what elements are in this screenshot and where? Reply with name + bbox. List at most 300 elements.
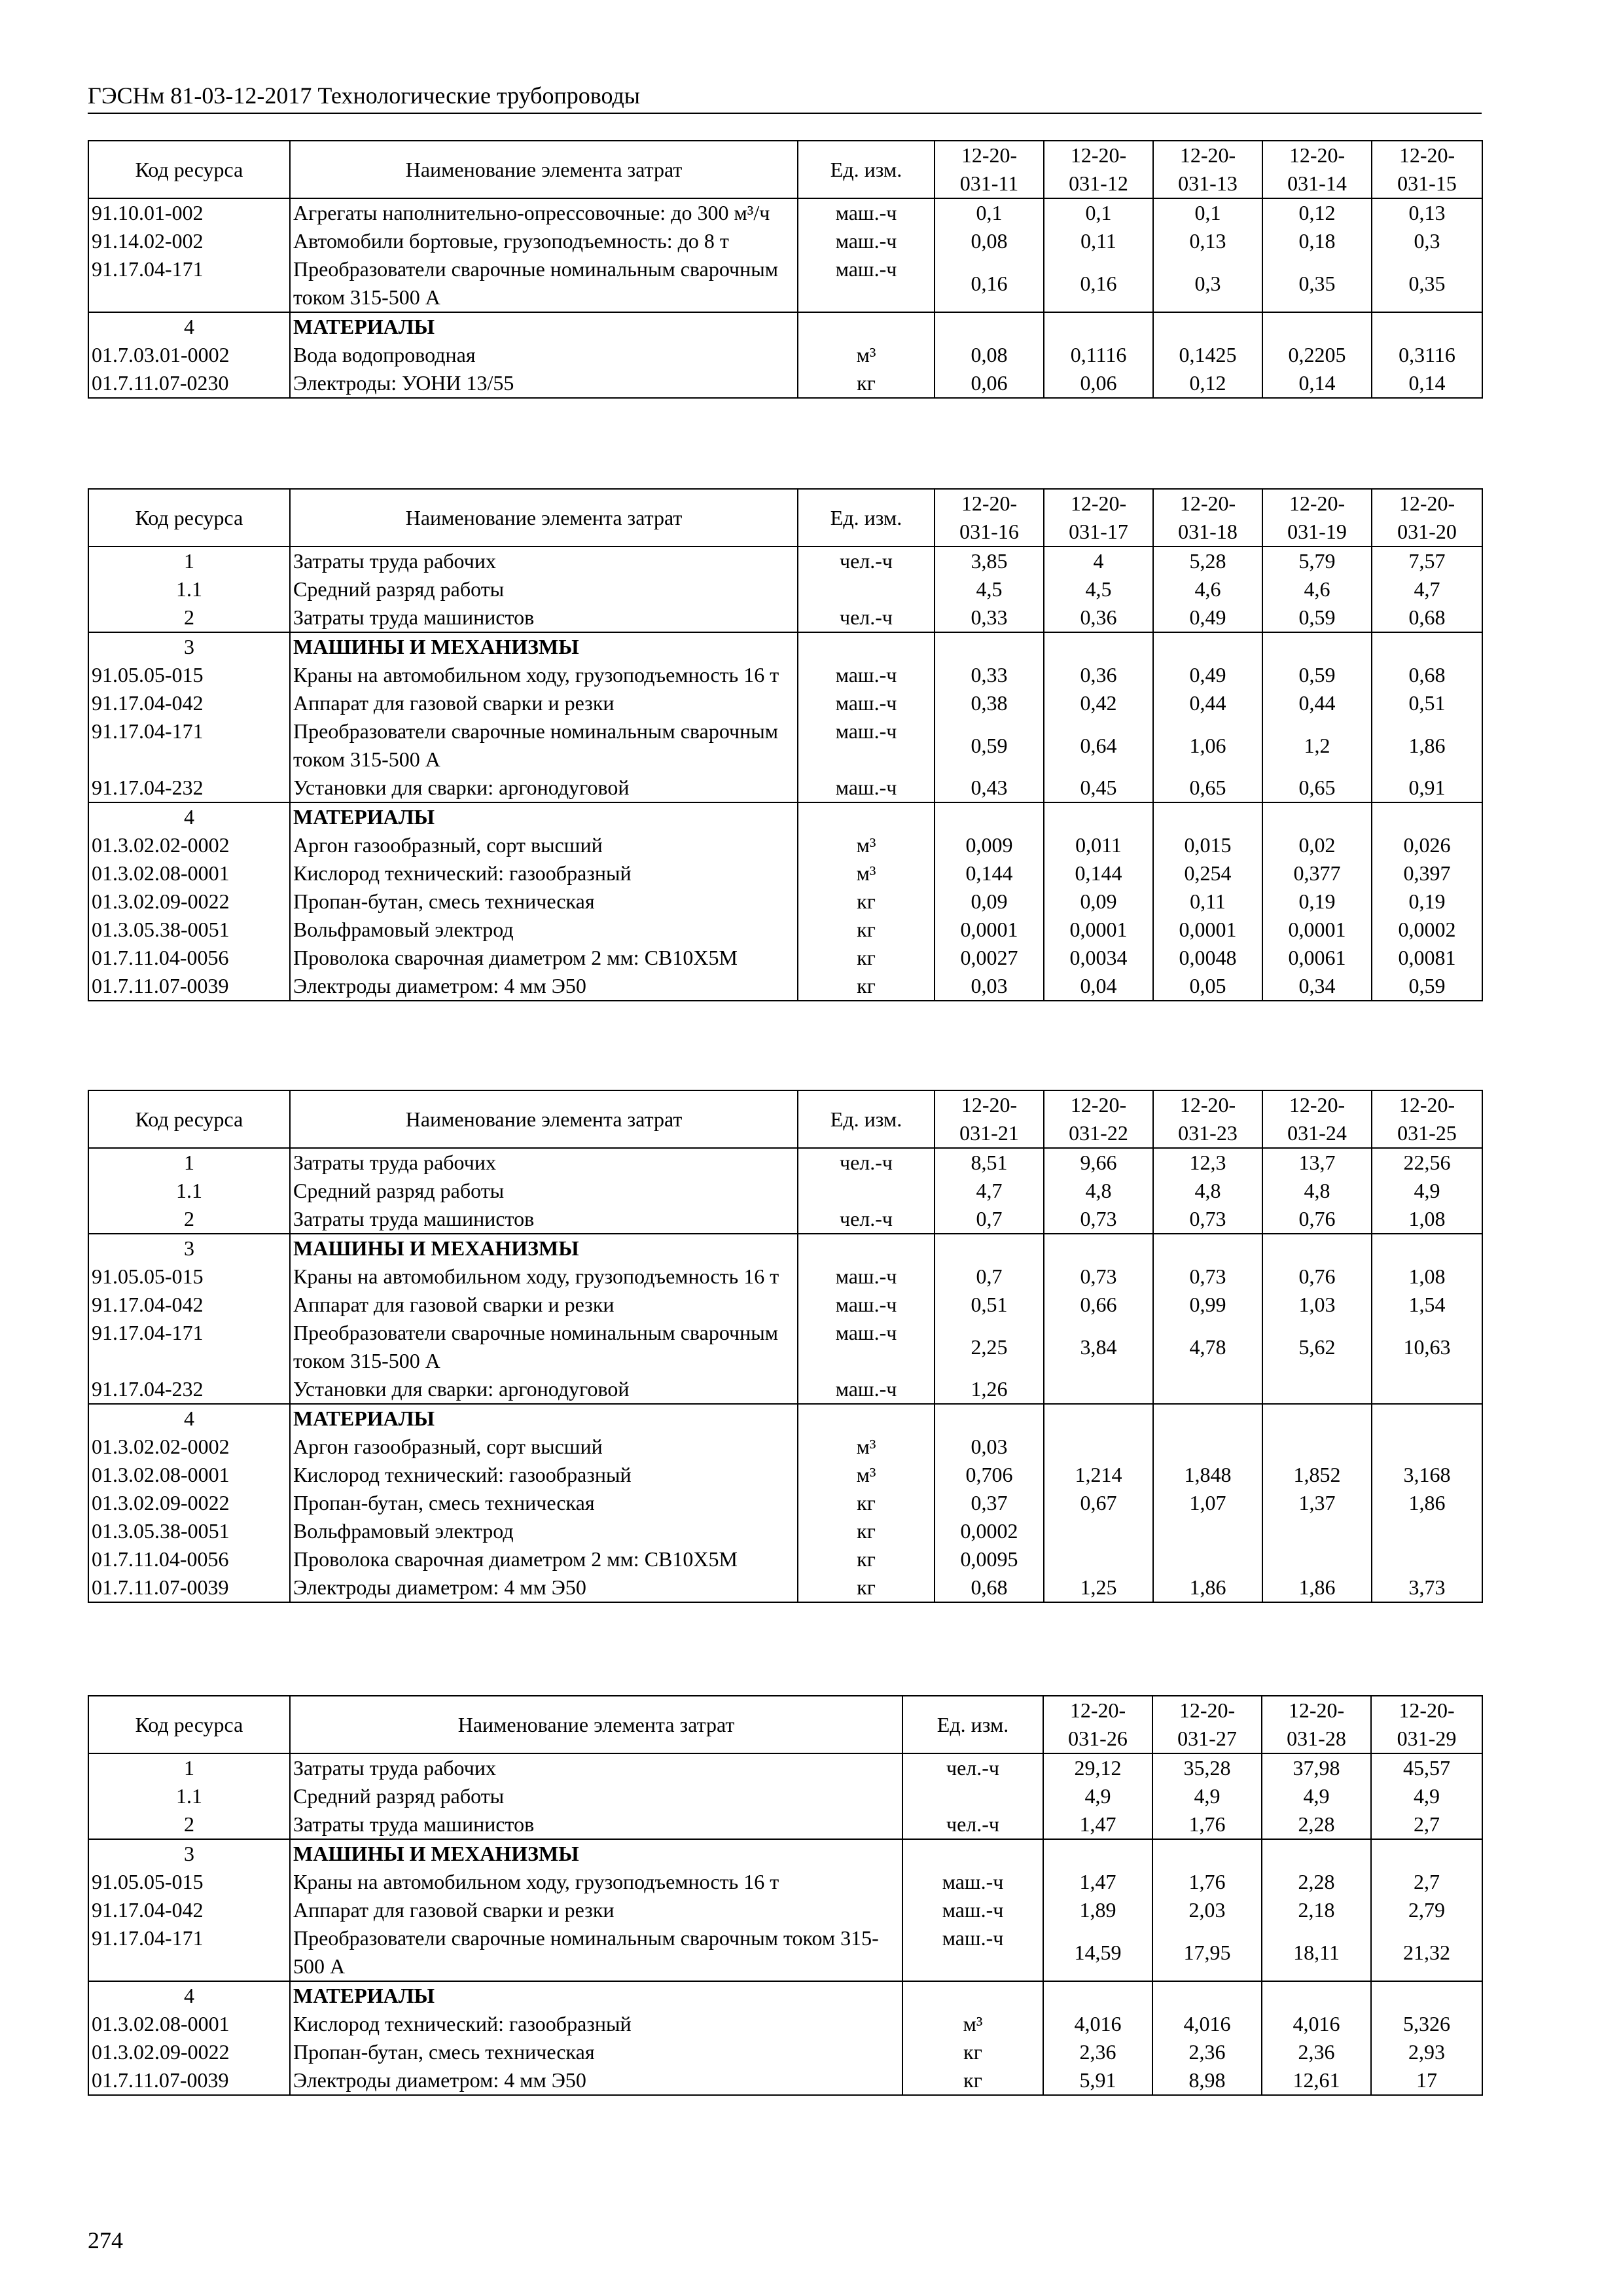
- unit: маш.-ч: [902, 1924, 1043, 1981]
- value-cell: [1371, 1839, 1482, 1868]
- value-cell: 0,05: [1153, 972, 1262, 1001]
- value-cell: 0,59: [1372, 972, 1482, 1001]
- unit: чел.-ч: [798, 547, 935, 575]
- value-cell: 0,38: [935, 689, 1044, 717]
- value-cell: 0,0001: [1044, 916, 1153, 944]
- value-cell: 4,7: [935, 1177, 1044, 1205]
- unit: маш.-ч: [798, 255, 935, 312]
- unit: кг: [798, 972, 935, 1001]
- value-cell: 17,95: [1152, 1924, 1262, 1981]
- value-cell: [1153, 1404, 1262, 1433]
- value-cell: 0,03: [935, 1433, 1044, 1461]
- value-cell: [1262, 1234, 1372, 1263]
- section-row: [88, 802, 1482, 831]
- resource-name: Затраты труда рабочих: [290, 1148, 798, 1177]
- resource-code: 1: [88, 547, 290, 575]
- value-cell: 0,706: [935, 1461, 1044, 1489]
- resource-name: МАТЕРИАЛЫ: [290, 1981, 902, 2010]
- value-cell: 0,02: [1262, 831, 1372, 859]
- value-cell: [1371, 1981, 1482, 2010]
- table-row: [88, 1545, 1482, 1573]
- value-cell: 0,99: [1153, 1291, 1262, 1319]
- unit: [798, 632, 935, 661]
- unit: м³: [798, 859, 935, 888]
- value-cell: 0,377: [1262, 859, 1372, 888]
- value-cell: 2,7: [1371, 1810, 1482, 1839]
- table-row: [88, 661, 1482, 689]
- value-cell: 0,59: [1262, 661, 1372, 689]
- value-cell: 12,61: [1262, 2066, 1371, 2095]
- value-cell: [1262, 1545, 1372, 1573]
- table-row: [88, 2066, 1482, 2095]
- value-cell: 2,36: [1043, 2038, 1152, 2066]
- resource-code: 2: [88, 1205, 290, 1234]
- value-cell: 4,9: [1262, 1782, 1371, 1810]
- value-cell: 0,08: [935, 341, 1044, 369]
- unit: маш.-ч: [798, 1375, 935, 1404]
- section-row: [88, 312, 1482, 341]
- table-row: [88, 1319, 1482, 1375]
- value-cell: 13,7: [1262, 1148, 1372, 1177]
- value-cell: 0,73: [1153, 1205, 1262, 1234]
- resource-name: Электроды диаметром: 4 мм Э50: [290, 1573, 798, 1602]
- value-cell: 1,76: [1152, 1810, 1262, 1839]
- header-rate-code: 12-20- 031-11: [935, 141, 1044, 198]
- value-cell: 0,015: [1153, 831, 1262, 859]
- header-rate-code: 12-20- 031-27: [1152, 1696, 1262, 1753]
- value-cell: 0,35: [1262, 255, 1372, 312]
- value-cell: [1262, 1375, 1372, 1404]
- header-unit: Ед. изм.: [798, 1090, 935, 1148]
- value-cell: 8,51: [935, 1148, 1044, 1177]
- resource-code: 1.1: [88, 1177, 290, 1205]
- value-cell: 0,51: [1372, 689, 1482, 717]
- value-cell: 0,45: [1044, 774, 1153, 802]
- value-cell: 29,12: [1043, 1753, 1152, 1782]
- value-cell: 1,86: [1372, 1489, 1482, 1517]
- value-cell: 0,76: [1262, 1205, 1372, 1234]
- table-row: [88, 1433, 1482, 1461]
- resource-name: Затраты труда машинистов: [290, 1205, 798, 1234]
- resource-name: Затраты труда рабочих: [290, 547, 798, 575]
- value-cell: 1,07: [1153, 1489, 1262, 1517]
- resource-code: 3: [88, 1234, 290, 1263]
- value-cell: 0,68: [935, 1573, 1044, 1602]
- section-row: [88, 1234, 1482, 1263]
- resource-name: Затраты труда машинистов: [290, 1810, 902, 1839]
- value-cell: [1153, 802, 1262, 831]
- value-cell: 0,11: [1153, 888, 1262, 916]
- resource-code: 91.10.01-002: [88, 198, 290, 227]
- resource-code: 01.3.02.08-0001: [88, 1461, 290, 1489]
- resource-name: Аргон газообразный, сорт высший: [290, 831, 798, 859]
- value-cell: 0,33: [935, 661, 1044, 689]
- table-row: [88, 888, 1482, 916]
- header-rate-code: 12-20- 031-17: [1044, 489, 1153, 547]
- value-cell: 4,7: [1372, 575, 1482, 603]
- table-row: [88, 1924, 1482, 1981]
- unit: маш.-ч: [902, 1896, 1043, 1924]
- value-cell: [1153, 312, 1262, 341]
- value-cell: 0,13: [1153, 227, 1262, 255]
- value-cell: 0,009: [935, 831, 1044, 859]
- value-cell: 21,32: [1371, 1924, 1482, 1981]
- header-rate-code: 12-20- 031-23: [1153, 1090, 1262, 1148]
- resource-code: 4: [88, 312, 290, 341]
- table-row: [88, 341, 1482, 369]
- resource-name: Автомобили бортовые, грузоподъемность: до 8 т: [290, 227, 798, 255]
- table-row: [88, 2010, 1482, 2038]
- resource-name: Кислород технический: газообразный: [290, 859, 798, 888]
- value-cell: 0,65: [1262, 774, 1372, 802]
- header-rate-code: 12-20- 031-28: [1262, 1696, 1371, 1753]
- value-cell: [1262, 1981, 1371, 2010]
- value-cell: [1153, 1234, 1262, 1263]
- value-cell: 1,26: [935, 1375, 1044, 1404]
- value-cell: [935, 1234, 1044, 1263]
- value-cell: [1262, 802, 1372, 831]
- resource-name: Электроды диаметром: 4 мм Э50: [290, 2066, 902, 2095]
- resource-code: 01.3.02.02-0002: [88, 1433, 290, 1461]
- resource-code: 91.17.04-171: [88, 717, 290, 774]
- value-cell: 0,254: [1153, 859, 1262, 888]
- value-cell: 0,1: [1044, 198, 1153, 227]
- resource-code: 91.17.04-042: [88, 689, 290, 717]
- value-cell: 0,1116: [1044, 341, 1153, 369]
- value-cell: [1372, 1517, 1482, 1545]
- value-cell: [1044, 1234, 1153, 1263]
- unit: чел.-ч: [798, 1205, 935, 1234]
- resource-name: Пропан-бутан, смесь техническая: [290, 1489, 798, 1517]
- unit: м³: [798, 831, 935, 859]
- value-cell: [1262, 632, 1372, 661]
- value-cell: 3,168: [1372, 1461, 1482, 1489]
- value-cell: [1153, 1375, 1262, 1404]
- value-cell: 0,64: [1044, 717, 1153, 774]
- header-code: Код ресурса: [88, 1090, 290, 1148]
- resource-code: 01.7.11.07-0039: [88, 2066, 290, 2095]
- value-cell: 2,36: [1152, 2038, 1262, 2066]
- value-cell: 1,852: [1262, 1461, 1372, 1489]
- resource-code: 91.17.04-232: [88, 1375, 290, 1404]
- table-row: [88, 689, 1482, 717]
- table-row: [88, 1205, 1482, 1234]
- value-cell: 0,09: [935, 888, 1044, 916]
- unit: [902, 1981, 1043, 2010]
- value-cell: 1,86: [1372, 717, 1482, 774]
- value-cell: 0,06: [935, 369, 1044, 398]
- table-row: [88, 369, 1482, 398]
- header-row: [88, 489, 1482, 547]
- value-cell: 0,7: [935, 1205, 1044, 1234]
- value-cell: [935, 802, 1044, 831]
- header-name: Наименование элемента затрат: [290, 489, 798, 547]
- value-cell: 0,49: [1153, 603, 1262, 632]
- value-cell: 2,28: [1262, 1810, 1371, 1839]
- unit: м³: [798, 1461, 935, 1489]
- unit: маш.-ч: [798, 689, 935, 717]
- resource-name: Пропан-бутан, смесь техническая: [290, 2038, 902, 2066]
- value-cell: 22,56: [1372, 1148, 1482, 1177]
- value-cell: 1,25: [1044, 1573, 1153, 1602]
- resource-name: Кислород технический: газообразный: [290, 1461, 798, 1489]
- value-cell: 5,91: [1043, 2066, 1152, 2095]
- resource-name: Агрегаты наполнительно-опрессовочные: до 300 м³/ч: [290, 198, 798, 227]
- header-rate-code: 12-20- 031-25: [1372, 1090, 1482, 1148]
- value-cell: [1044, 1517, 1153, 1545]
- value-cell: [1262, 1517, 1372, 1545]
- table-row: [88, 1517, 1482, 1545]
- value-cell: 4,6: [1153, 575, 1262, 603]
- value-cell: 0,18: [1262, 227, 1372, 255]
- value-cell: 0,73: [1153, 1263, 1262, 1291]
- unit: м³: [902, 2010, 1043, 2038]
- resource-name: Вольфрамовый электрод: [290, 1517, 798, 1545]
- value-cell: [935, 1404, 1044, 1433]
- resource-name: Электроды: УОНИ 13/55: [290, 369, 798, 398]
- resource-name: Затраты труда машинистов: [290, 603, 798, 632]
- resource-name: Установки для сварки: аргонодуговой: [290, 1375, 798, 1404]
- value-cell: 0,13: [1372, 198, 1482, 227]
- unit: [798, 1404, 935, 1433]
- resource-name: Краны на автомобильном ходу, грузоподъемность 16 т: [290, 1263, 798, 1291]
- table-row: [88, 717, 1482, 774]
- value-cell: 4: [1044, 547, 1153, 575]
- value-cell: [1153, 1545, 1262, 1573]
- table-row: [88, 255, 1482, 312]
- value-cell: 18,11: [1262, 1924, 1371, 1981]
- resource-name: Установки для сварки: аргонодуговой: [290, 774, 798, 802]
- value-cell: 0,59: [935, 717, 1044, 774]
- value-cell: [1043, 1981, 1152, 2010]
- unit: маш.-ч: [798, 661, 935, 689]
- value-cell: 1,86: [1153, 1573, 1262, 1602]
- value-cell: [1044, 802, 1153, 831]
- value-cell: 0,68: [1372, 661, 1482, 689]
- value-cell: 4,016: [1152, 2010, 1262, 2038]
- unit: м³: [798, 1433, 935, 1461]
- value-cell: 0,49: [1153, 661, 1262, 689]
- resource-code: 01.3.02.09-0022: [88, 888, 290, 916]
- value-cell: 2,79: [1371, 1896, 1482, 1924]
- value-cell: [1153, 1517, 1262, 1545]
- value-cell: 12,3: [1153, 1148, 1262, 1177]
- value-cell: 4,8: [1044, 1177, 1153, 1205]
- value-cell: 35,28: [1152, 1753, 1262, 1782]
- header-row: [88, 1090, 1482, 1148]
- resource-name: Преобразователи сварочные номинальным сварочным током 315-500 А: [290, 1319, 798, 1375]
- table-row: [88, 1896, 1482, 1924]
- unit: кг: [798, 916, 935, 944]
- header-rate-code: 12-20- 031-15: [1372, 141, 1482, 198]
- unit: маш.-ч: [798, 198, 935, 227]
- value-cell: [1044, 632, 1153, 661]
- unit: кг: [798, 1573, 935, 1602]
- table-row: [88, 1810, 1482, 1839]
- resource-code: 2: [88, 1810, 290, 1839]
- resource-name: Аппарат для газовой сварки и резки: [290, 1896, 902, 1924]
- resource-code: 01.7.11.04-0056: [88, 944, 290, 972]
- value-cell: [1152, 1839, 1262, 1868]
- value-cell: 0,0001: [935, 916, 1044, 944]
- value-cell: 0,12: [1262, 198, 1372, 227]
- unit: чел.-ч: [902, 1753, 1043, 1782]
- value-cell: 0,42: [1044, 689, 1153, 717]
- value-cell: 3,84: [1044, 1319, 1153, 1375]
- value-cell: 1,76: [1152, 1868, 1262, 1896]
- value-cell: 0,1: [935, 198, 1044, 227]
- value-cell: 0,66: [1044, 1291, 1153, 1319]
- resource-code: 91.17.04-171: [88, 1319, 290, 1375]
- resource-code: 91.17.04-042: [88, 1291, 290, 1319]
- value-cell: 0,1: [1153, 198, 1262, 227]
- value-cell: [1372, 632, 1482, 661]
- header-name: Наименование элемента затрат: [290, 1090, 798, 1148]
- value-cell: 0,14: [1262, 369, 1372, 398]
- value-cell: [1044, 1433, 1153, 1461]
- table-row: [88, 1461, 1482, 1489]
- value-cell: [1152, 1981, 1262, 2010]
- value-cell: 0,37: [935, 1489, 1044, 1517]
- page-number: 274: [88, 2227, 123, 2253]
- resource-code: 01.3.05.38-0051: [88, 916, 290, 944]
- resource-code: 01.7.11.04-0056: [88, 1545, 290, 1573]
- value-cell: 0,36: [1044, 603, 1153, 632]
- header-name: Наименование элемента затрат: [290, 1696, 902, 1753]
- value-cell: [1044, 1375, 1153, 1404]
- value-cell: [1372, 1375, 1482, 1404]
- resource-name: Краны на автомобильном ходу, грузоподъемность 16 т: [290, 661, 798, 689]
- value-cell: 0,0001: [1153, 916, 1262, 944]
- resource-name: МАТЕРИАЛЫ: [290, 1404, 798, 1433]
- unit: м³: [798, 341, 935, 369]
- resource-name: Аргон газообразный, сорт высший: [290, 1433, 798, 1461]
- value-cell: 1,06: [1153, 717, 1262, 774]
- table-row: [88, 227, 1482, 255]
- unit: маш.-ч: [902, 1868, 1043, 1896]
- value-cell: 1,214: [1044, 1461, 1153, 1489]
- value-cell: 5,79: [1262, 547, 1372, 575]
- header-rate-code: 12-20- 031-16: [935, 489, 1044, 547]
- unit: [798, 312, 935, 341]
- value-cell: 1,86: [1262, 1573, 1372, 1602]
- header-rate-code: 12-20- 031-29: [1371, 1696, 1482, 1753]
- unit: кг: [798, 888, 935, 916]
- value-cell: 0,3: [1153, 255, 1262, 312]
- value-cell: 0,68: [1372, 603, 1482, 632]
- resource-code: 91.17.04-171: [88, 255, 290, 312]
- value-cell: 0,76: [1262, 1263, 1372, 1291]
- value-cell: 2,93: [1371, 2038, 1482, 2066]
- unit: маш.-ч: [798, 717, 935, 774]
- value-cell: 0,0034: [1044, 944, 1153, 972]
- value-cell: 0,09: [1044, 888, 1153, 916]
- resource-name: Преобразователи сварочные номинальным сварочным током 315-500 А: [290, 255, 798, 312]
- value-cell: [1372, 802, 1482, 831]
- value-cell: 0,73: [1044, 1205, 1153, 1234]
- resource-name: Вольфрамовый электрод: [290, 916, 798, 944]
- value-cell: 45,57: [1371, 1753, 1482, 1782]
- unit: чел.-ч: [902, 1810, 1043, 1839]
- header-rate-code: 12-20- 031-20: [1372, 489, 1482, 547]
- value-cell: 0,12: [1153, 369, 1262, 398]
- value-cell: 10,63: [1372, 1319, 1482, 1375]
- table-row: [88, 1868, 1482, 1896]
- value-cell: 0,08: [935, 227, 1044, 255]
- resource-name: Преобразователи сварочные номинальным сварочным током 315-500 А: [290, 1924, 902, 1981]
- resource-name: Аппарат для газовой сварки и резки: [290, 689, 798, 717]
- resource-code: 01.3.02.09-0022: [88, 2038, 290, 2066]
- cost-table-031-16-20: [88, 488, 1483, 1001]
- value-cell: 4,5: [1044, 575, 1153, 603]
- resource-name: Средний разряд работы: [290, 1177, 798, 1205]
- unit: кг: [798, 944, 935, 972]
- unit: кг: [798, 1545, 935, 1573]
- value-cell: [1044, 1404, 1153, 1433]
- value-cell: 0,0061: [1262, 944, 1372, 972]
- unit: маш.-ч: [798, 227, 935, 255]
- resource-name: МАШИНЫ И МЕХАНИЗМЫ: [290, 1234, 798, 1263]
- unit: маш.-ч: [798, 1319, 935, 1375]
- unit: чел.-ч: [798, 603, 935, 632]
- value-cell: 4,9: [1043, 1782, 1152, 1810]
- value-cell: 0,11: [1044, 227, 1153, 255]
- section-row: [88, 1839, 1482, 1868]
- value-cell: 14,59: [1043, 1924, 1152, 1981]
- table-row: [88, 603, 1482, 632]
- value-cell: 0,67: [1044, 1489, 1153, 1517]
- value-cell: [1372, 1234, 1482, 1263]
- unit: [798, 802, 935, 831]
- resource-code: 91.17.04-042: [88, 1896, 290, 1924]
- value-cell: 1,2: [1262, 717, 1372, 774]
- value-cell: [1044, 312, 1153, 341]
- header-unit: Ед. изм.: [798, 141, 935, 198]
- resource-code: 91.05.05-015: [88, 1868, 290, 1896]
- value-cell: 8,98: [1152, 2066, 1262, 2095]
- header-rate-code: 12-20- 031-21: [935, 1090, 1044, 1148]
- value-cell: [1372, 1404, 1482, 1433]
- resource-code: 91.05.05-015: [88, 1263, 290, 1291]
- value-cell: 0,19: [1372, 888, 1482, 916]
- resource-code: 4: [88, 802, 290, 831]
- resource-name: Средний разряд работы: [290, 1782, 902, 1810]
- value-cell: [1372, 1545, 1482, 1573]
- resource-name: МАШИНЫ И МЕХАНИЗМЫ: [290, 1839, 902, 1868]
- table-row: [88, 916, 1482, 944]
- value-cell: 5,326: [1371, 2010, 1482, 2038]
- value-cell: 0,0001: [1262, 916, 1372, 944]
- value-cell: 17: [1371, 2066, 1482, 2095]
- resource-code: 3: [88, 632, 290, 661]
- header-rate-code: 12-20- 031-13: [1153, 141, 1262, 198]
- table-row: [88, 1263, 1482, 1291]
- table-row: [88, 1782, 1482, 1810]
- resource-code: 91.17.04-232: [88, 774, 290, 802]
- value-cell: 0,0002: [1372, 916, 1482, 944]
- value-cell: 1,47: [1043, 1810, 1152, 1839]
- value-cell: 4,8: [1153, 1177, 1262, 1205]
- value-cell: 9,66: [1044, 1148, 1153, 1177]
- value-cell: 1,03: [1262, 1291, 1372, 1319]
- value-cell: 0,1425: [1153, 341, 1262, 369]
- section-row: [88, 1404, 1482, 1433]
- value-cell: [1262, 1839, 1371, 1868]
- value-cell: 1,848: [1153, 1461, 1262, 1489]
- value-cell: 2,36: [1262, 2038, 1371, 2066]
- value-cell: 0,73: [1044, 1263, 1153, 1291]
- unit: маш.-ч: [798, 774, 935, 802]
